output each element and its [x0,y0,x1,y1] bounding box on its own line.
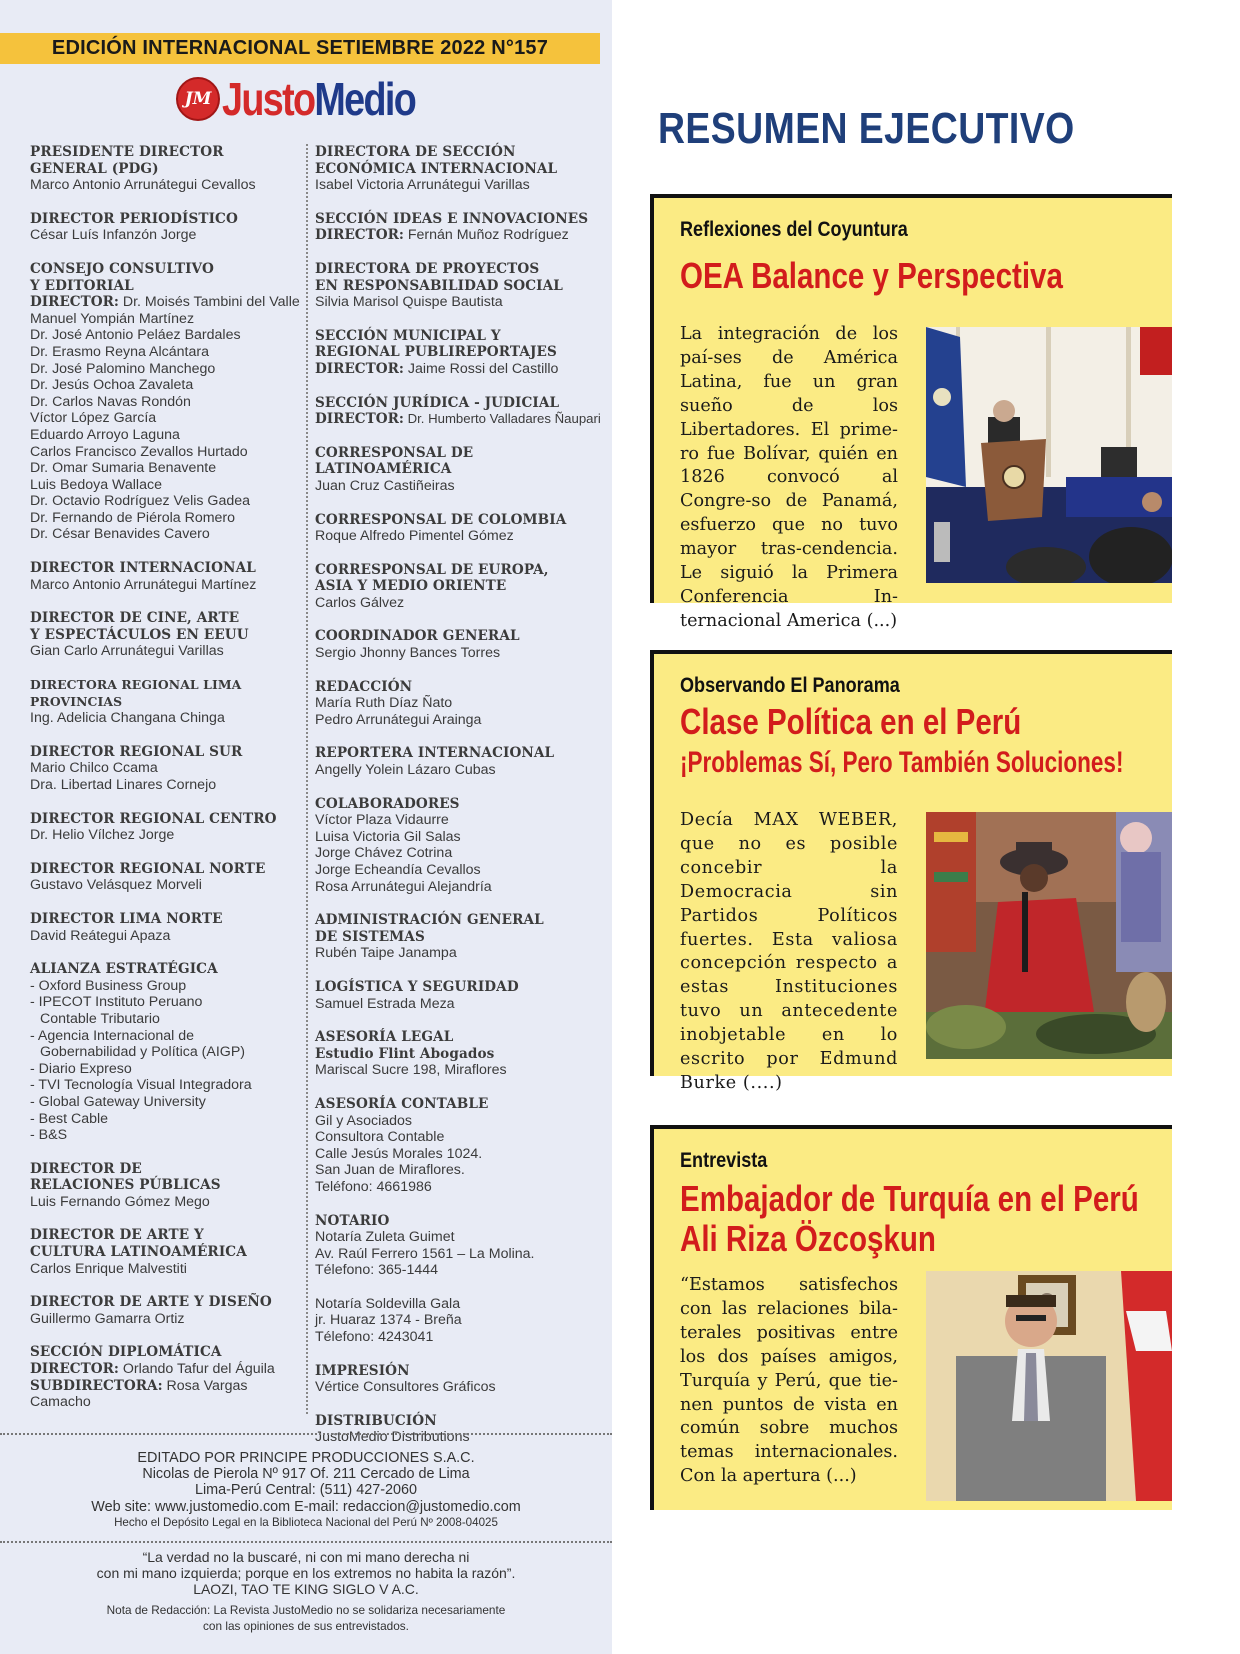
staff-block [315,679,610,729]
quote-author: LAOZI, TAO TE KING SIGLO V A.C. [193,1581,419,1598]
role-label: DIRECTOR: [315,360,404,377]
quote-line: “La verdad no la buscaré, ni con mi mano derecha ni [142,1549,470,1565]
role-heading: CORRESPONSAL DE COLOMBIA [315,511,567,528]
role-heading: CORRESPONSAL DE LATINOAMÉRICA [315,444,474,478]
staff-name: Luis Fernando Gómez Mego [30,1193,210,1210]
contact-line: jr. Huaraz 1374 - Breña [315,1312,462,1329]
justomedio-logo [176,72,458,126]
staff-name: Sergio Jhonny Bances Torres [315,645,501,662]
staff-name: Jorge Echeandía Cevallos [315,862,481,878]
contact-line: Gil y Asociados [315,1112,412,1129]
staff-block [315,445,610,495]
staff-name: Eduardo Arroyo Laguna [30,426,180,443]
role-heading: PRESIDENTE DIRECTOR [30,144,224,160]
staff-block [315,628,610,661]
role-heading: DIRECTOR LIMA NORTE [30,910,223,927]
staff-block [30,1161,305,1211]
role-heading: NOTARIO [315,1212,390,1229]
role-heading: DIRECTOR REGIONAL SUR [30,743,243,760]
staff-name: Dr. Octavio Rodríguez Velis Gadea [30,493,251,510]
contact-line: Télefono: 365-1444 [315,1262,439,1279]
staff-name: Orlando Tafur del Águila [118,1361,275,1378]
staff-name: Víctor Plaza Vidaurre [315,812,449,829]
staff-line [30,1361,305,1378]
staff-block [315,745,610,778]
role-label: DIRECTOR: [315,411,404,428]
role-heading: ASESORÍA CONTABLE [315,1095,489,1112]
staff-block [315,912,610,962]
staff-column-1 [30,144,305,1428]
staff-name: Gustavo Velásquez Morveli [30,877,202,894]
role-heading: SECCIÓN IDEAS E INNOVACIONES [315,210,589,227]
staff-line [315,227,610,244]
staff-name: Samuel Estrada Meza [315,995,455,1012]
staff-line [30,1378,305,1411]
role-heading: COLABORADORES [315,795,460,812]
card-title[interactable]: OEA Balance y Perspectiva [680,255,1063,296]
role-heading: Estudio Flint Abogados [315,1045,495,1062]
staff-block [30,610,305,660]
staff-name: Silvia Marisol Quispe Bautista [315,294,503,311]
staff-name: Dr. Carlos Navas Rondón [30,393,191,410]
publisher-line: Web site: www.justomedio.com E-mail: redaccion@justomedio.com [91,1498,521,1515]
alliance-item: - TVI Tecnología Visual Integradora [30,1077,252,1094]
role-label: DIRECTOR: [30,1361,119,1378]
role-heading: RELACIONES PÚBLICAS [30,1177,221,1194]
publisher-info [0,1450,612,1531]
logo-badge: JM [176,77,220,121]
staff-name: Rosa Arrunátegui Alejandría [315,878,492,895]
role-heading: SECCIÓN DIPLOMÁTICA [30,1344,222,1361]
role-heading: ASIA Y MEDIO ORIENTE [315,578,507,595]
publisher-line: EDITADO POR PRINCIPE PRODUCCIONES S.A.C. [137,1450,475,1466]
staff-block [315,1096,610,1196]
staff-name: Dr. Jesús Ochoa Zavaleta [30,377,194,394]
staff-name: Dr. Humberto Valladares Ñaupari [403,411,601,427]
column-divider [306,144,308,1414]
staff-name: Jorge Chávez Cotrina [315,845,453,862]
role-heading: CONSEJO CONSULTIVO [30,260,214,277]
staff-name: César Luís Infanzón Jorge [30,227,197,244]
staff-block [315,979,610,1012]
summary-card-clase-politica[interactable] [650,650,1172,1093]
staff-name: Carlos Enrique Malvestiti [30,1260,187,1277]
staff-name: Dr. Moisés Tambini del Valle [118,294,300,311]
contact-line: Calle Jesús Morales 1024. [315,1145,483,1162]
staff-name: Mariscal Sucre 198, Miraflores [315,1062,507,1079]
role-heading: DE SISTEMAS [315,928,425,945]
ambassador-portrait-photo [926,1271,1172,1501]
contact-line: Consultora Contable [315,1129,445,1146]
publisher-line: Lima-Perú Central: (511) 427-2060 [194,1482,418,1499]
staff-block [30,1344,305,1410]
staff-block [315,328,610,378]
logo-justo: Justo [222,73,315,125]
staff-block [30,211,305,244]
role-heading: REPORTERA INTERNACIONAL [315,745,555,762]
alliance-item: - B&S [30,1127,68,1144]
contact-line: Télefono: 4243041 [315,1329,434,1346]
role-heading: Y ESPECTÁCULOS EN EEUU [30,626,249,643]
staff-block [30,1227,305,1277]
quote-line: con mi mano izquierda; porque en los extremos no habita la razón”. [96,1565,516,1582]
role-heading: COORDINADOR GENERAL [315,628,520,645]
staff-name: Juan Cruz Castiñeiras [315,477,455,494]
masthead-panel [0,0,612,1654]
alliance-item: - Global Gateway University [30,1093,206,1110]
staff-name: Gian Carlo Arrunátegui Varillas [30,643,224,660]
staff-name: Jaime Rossi del Castillo [403,360,559,377]
staff-name: Carlos Francisco Zevallos Hurtado [30,443,248,460]
role-heading: DIRECTOR DE ARTE Y DISEÑO [30,1294,272,1311]
staff-name: Dr. Helio Vílchez Jorge [30,827,175,844]
market-woman-photo [926,812,1172,1059]
staff-name: Luis Bedoya Wallace [30,476,162,493]
staff-block [30,744,305,794]
role-heading: ECONÓMICA INTERNACIONAL [315,160,558,177]
oea-session-photo [926,327,1172,583]
alliance-item: - Best Cable [30,1110,109,1127]
staff-name: Marco Antonio Arrunátegui Martínez [30,576,257,593]
role-heading: DIRECTOR INTERNACIONAL [30,560,256,577]
role-heading: EN RESPONSABILIDAD SOCIAL [315,277,563,294]
epigraph [0,1549,612,1634]
dotted-separator [0,1433,612,1435]
staff-block [315,1363,610,1396]
staff-name: Roque Alfredo Pimentel Gómez [315,528,514,545]
staff-block [315,512,610,545]
role-heading: LOGÍSTICA Y SEGURIDAD [315,978,519,995]
edition-banner: EDICIÓN INTERNACIONAL SETIEMBRE 2022 N°157 [0,33,600,64]
card-body: Decía MAX WEBER, que no es posible concebir la Democracia sin Partidos Políticos fuertes. Esta valiosa concepción respecto a estas Instituciones tuvo un antecedente inobjetable en lo escrito por Edmund Burke (....) [680,810,898,1093]
staff-name: Fernán Muñoz Rodríguez [403,227,569,244]
role-heading: DIRECTOR DE CINE, ARTE [30,610,240,627]
staff-name: Dr. José Antonio Peláez Bardales [30,327,241,344]
staff-block [30,560,305,593]
role-heading: DIRECTORA DE PROYECTOS [315,260,540,277]
staff-name: Víctor López García [30,410,157,427]
card-title[interactable]: Clase Política en el Perú [680,701,1022,742]
card-subtitle: Ali Riza Özcoşkun [680,1218,936,1259]
staff-name: Vértice Consultores Gráficos [315,1379,496,1396]
staff-name: Guillermo Gamarra Ortiz [30,1310,185,1327]
logo-medio: Medio [314,73,416,125]
staff-block [315,261,610,311]
staff-block [315,1296,610,1346]
contact-line: Notaría Soldevilla Gala [315,1295,461,1312]
role-heading: ADMINISTRACIÓN GENERAL [315,912,544,929]
role-heading: SECCIÓN JURÍDICA - JUDICIAL [315,394,560,411]
contact-line: Notaría Zuleta Guimet [315,1229,455,1246]
role-heading: CORRESPONSAL DE EUROPA, [315,561,549,578]
staff-name: Angelly Yolein Lázaro Cubas [315,762,496,779]
alliance-item: - Oxford Business Group [30,977,187,994]
alliance-item: Gobernabilidad y Política (AIGP) [40,1044,246,1061]
staff-name: Dr. José Palomino Manchego [30,360,216,377]
role-heading: DIRECTORA REGIONAL LIMA PROVINCIAS [30,677,242,709]
staff-line [30,294,305,311]
staff-name: Dr. Fernando de Piérola Romero [30,509,236,526]
staff-block [315,1413,610,1446]
staff-block [30,861,305,894]
card-subtitle: ¡Problemas Sí, Pero También Soluciones! [680,746,1124,779]
alliance-item: Contable Tributario [40,1010,160,1027]
card-body: “Estamos satisfechos con las relaciones bila-terales positivas entre los dos países amigos, Turquía y Perú, que tie-nen puntos de vista en común sobre muchos temas internacionales. Con la apertura (...) [680,1275,898,1487]
alliance-item: - Agencia Internacional de [30,1027,195,1044]
staff-block [315,395,610,428]
logo-wordmark [222,72,415,126]
role-heading: SECCIÓN MUNICIPAL Y [315,327,501,344]
role-heading: IMPRESIÓN [315,1362,410,1379]
staff-block [315,1213,610,1279]
summary-card-entrevista[interactable] [650,1125,1172,1510]
staff-block [30,811,305,844]
staff-line [315,361,610,378]
role-heading: Y EDITORIAL [30,277,134,294]
staff-name: Rosa Vargas Camacho [30,1377,248,1411]
staff-name: Pedro Arrunátegui Arainga [315,711,482,728]
staff-line [315,411,610,428]
contact-line: Av. Raúl Ferrero 1561 – La Molina. [315,1245,535,1262]
role-heading: REDACCIÓN [315,678,413,695]
card-body: La integración de los paí-ses de América Latina, fue un gran sueño de los Libertadores. El prime-ro fue Bolívar, quién en 1826 convocó al Congre-so de Panamá, esfuerzo que no tuvo mayor tras-cendencia. Le siguió la Primera Conferencia In-ternacional America (...) [680,324,898,631]
staff-block [315,211,610,244]
staff-name: Carlos Gálvez [315,594,405,611]
staff-block [30,144,305,194]
staff-block [315,1029,610,1079]
role-heading: DIRECTOR REGIONAL NORTE [30,860,266,877]
role-heading: DIRECTOR PERIODÍSTICO [30,210,238,227]
role-heading: DIRECTOR DE ARTE Y [30,1227,204,1244]
role-heading: DIRECTORA DE SECCIÓN [315,144,516,160]
editorial-note: con las opiniones de sus entrevistados. [203,1618,409,1633]
staff-name: Dr. Erasmo Reyna Alcántara [30,343,209,360]
staff-name: Mario Chilco Ccama [30,760,158,777]
role-label: SUBDIRECTORA: [30,1377,163,1394]
role-label: DIRECTOR: [30,294,119,311]
role-heading: ALIANZA ESTRATÉGICA [30,961,218,978]
staff-block [30,911,305,944]
staff-name: María Ruth Díaz Ñato [315,695,453,712]
staff-block [30,261,305,543]
staff-name: Luisa Victoria Gil Salas [315,828,461,845]
role-heading: DIRECTOR DE [30,1160,142,1177]
dotted-separator [0,1541,612,1543]
staff-block [315,144,610,194]
staff-name: Ing. Adelicia Changana Chinga [30,710,225,727]
publisher-line: Nicolas de Pierola Nº 917 Of. 211 Cercado de Lima [142,1466,470,1483]
staff-block [315,562,610,612]
staff-name: JustoMedio Distributions [315,1429,470,1446]
legal-deposit: Hecho el Depósito Legal en la Biblioteca Nacional del Perú Nº 2008-04025 [114,1515,498,1529]
staff-block [30,1294,305,1327]
role-heading: GENERAL (PDG) [30,160,159,177]
contact-line: Teléfono: 4661986 [315,1178,432,1195]
alliance-item: - IPECOT Instituto Peruano [30,994,203,1011]
staff-name: Marco Antonio Arrunátegui Cevallos [30,177,256,194]
editorial-note: Nota de Redacción: La Revista JustoMedio no se solidariza necesariamente [106,1602,506,1617]
card-kicker: Entrevista [680,1149,768,1172]
role-heading: ASESORÍA LEGAL [315,1029,454,1046]
staff-name: Rubén Taipe Janampa [315,945,457,962]
staff-name: David Reátegui Apaza [30,927,171,944]
card-kicker: Observando El Panorama [680,674,900,697]
alliance-item: - Diario Expreso [30,1060,132,1077]
role-heading: DISTRIBUCIÓN [315,1412,437,1429]
contact-line: San Juan de Miraflores. [315,1162,465,1179]
summary-card-oea[interactable] [650,194,1172,631]
staff-block [30,961,305,1144]
card-kicker: Reflexiones del Coyuntura [680,218,908,241]
staff-name: Dr. Omar Sumaria Benavente [30,460,217,477]
role-heading: CULTURA LATINOAMÉRICA [30,1244,247,1261]
staff-block [315,796,610,896]
role-heading: DIRECTOR REGIONAL CENTRO [30,810,277,827]
section-title: RESUMEN EJECUTIVO [658,104,1075,153]
staff-column-2 [315,144,610,1463]
staff-name: Isabel Victoria Arrunátegui Varillas [315,177,530,194]
staff-name: Dr. César Benavides Cavero [30,526,210,543]
card-title[interactable]: Embajador de Turquía en el Perú [680,1178,1139,1219]
staff-name: Dra. Libertad Linares Cornejo [30,777,217,793]
role-heading: REGIONAL PUBLIREPORTAJES [315,344,557,361]
role-label: DIRECTOR: [315,227,404,244]
staff-block [30,677,305,727]
staff-name: Manuel Yompián Martínez [30,310,195,327]
